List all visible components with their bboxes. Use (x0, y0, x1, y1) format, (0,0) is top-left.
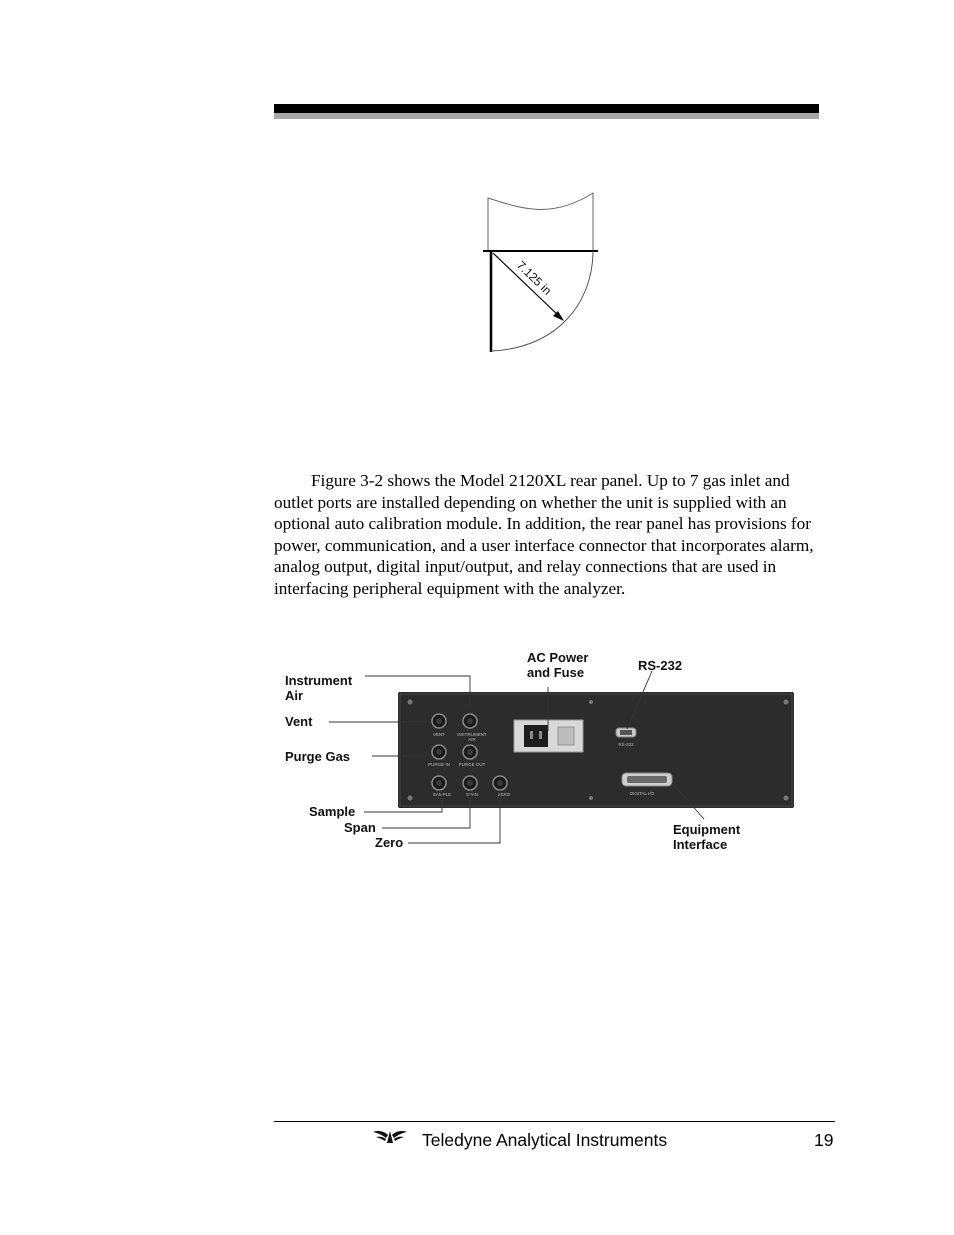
panel-label-span: SPAN (466, 792, 478, 797)
callout-equipment-interface-2: Interface (673, 837, 728, 852)
callout-zero: Zero (375, 835, 404, 850)
callout-instrument-air-2: Air (285, 688, 304, 703)
callout-sample: Sample (309, 804, 356, 819)
panel-label-vent: VENT (432, 732, 446, 737)
panel-label-instrument-air-1: INSTRUMENT (457, 732, 487, 737)
ac-power-module (514, 720, 583, 752)
callout-vent: Vent (285, 714, 313, 729)
rs232-connector (616, 728, 636, 737)
dimension-label: 7.125 in (513, 258, 555, 298)
door-clearance-diagram (480, 190, 605, 355)
panel-label-sample: SAMPLE (432, 792, 452, 797)
teledyne-logo-icon (372, 1128, 408, 1144)
rear-panel (398, 692, 794, 808)
panel-label-instrument-air-2: AIR (468, 737, 476, 742)
callout-instrument-air-1: Instrument (285, 673, 353, 688)
panel-label-purge-out: PURGE OUT (458, 762, 486, 767)
header-rule (274, 104, 819, 113)
callout-ac-power-2: and Fuse (527, 665, 585, 680)
panel-label-purge-in: PURGE IN (428, 762, 450, 767)
callout-ac-power-1: AC Power (527, 650, 589, 665)
rear-panel-figure (280, 645, 800, 860)
header-rule-shadow (274, 113, 819, 119)
digital-io-connector (622, 773, 672, 786)
panel-label-zero: ZERO (497, 792, 511, 797)
panel-label-digital-io: DIGITAL I/O (629, 791, 655, 796)
footer-page-number: 19 (814, 1130, 834, 1150)
callout-equipment-interface-1: Equipment (673, 822, 741, 837)
panel-label-rs232: RS-232 (618, 742, 634, 747)
callout-span: Span (344, 820, 376, 835)
footer-rule (274, 1121, 835, 1122)
callout-rs232: RS-232 (638, 658, 683, 673)
footer-company: Teledyne Analytical Instruments (422, 1130, 668, 1150)
body-paragraph: Figure 3-2 shows the Model 2120XL rear panel. Up to 7 gas inlet and outlet ports are installed depending on whether the unit is supplied with an optional auto calibration module. In addition, the rear panel has provisions for power, communication, and a user interface connector that incorporates alarm, analog output, digital input/output, and relay connections that are used in interfacing peripheral equipment with the analyzer. (274, 471, 814, 598)
callout-purge-gas: Purge Gas (285, 749, 351, 764)
